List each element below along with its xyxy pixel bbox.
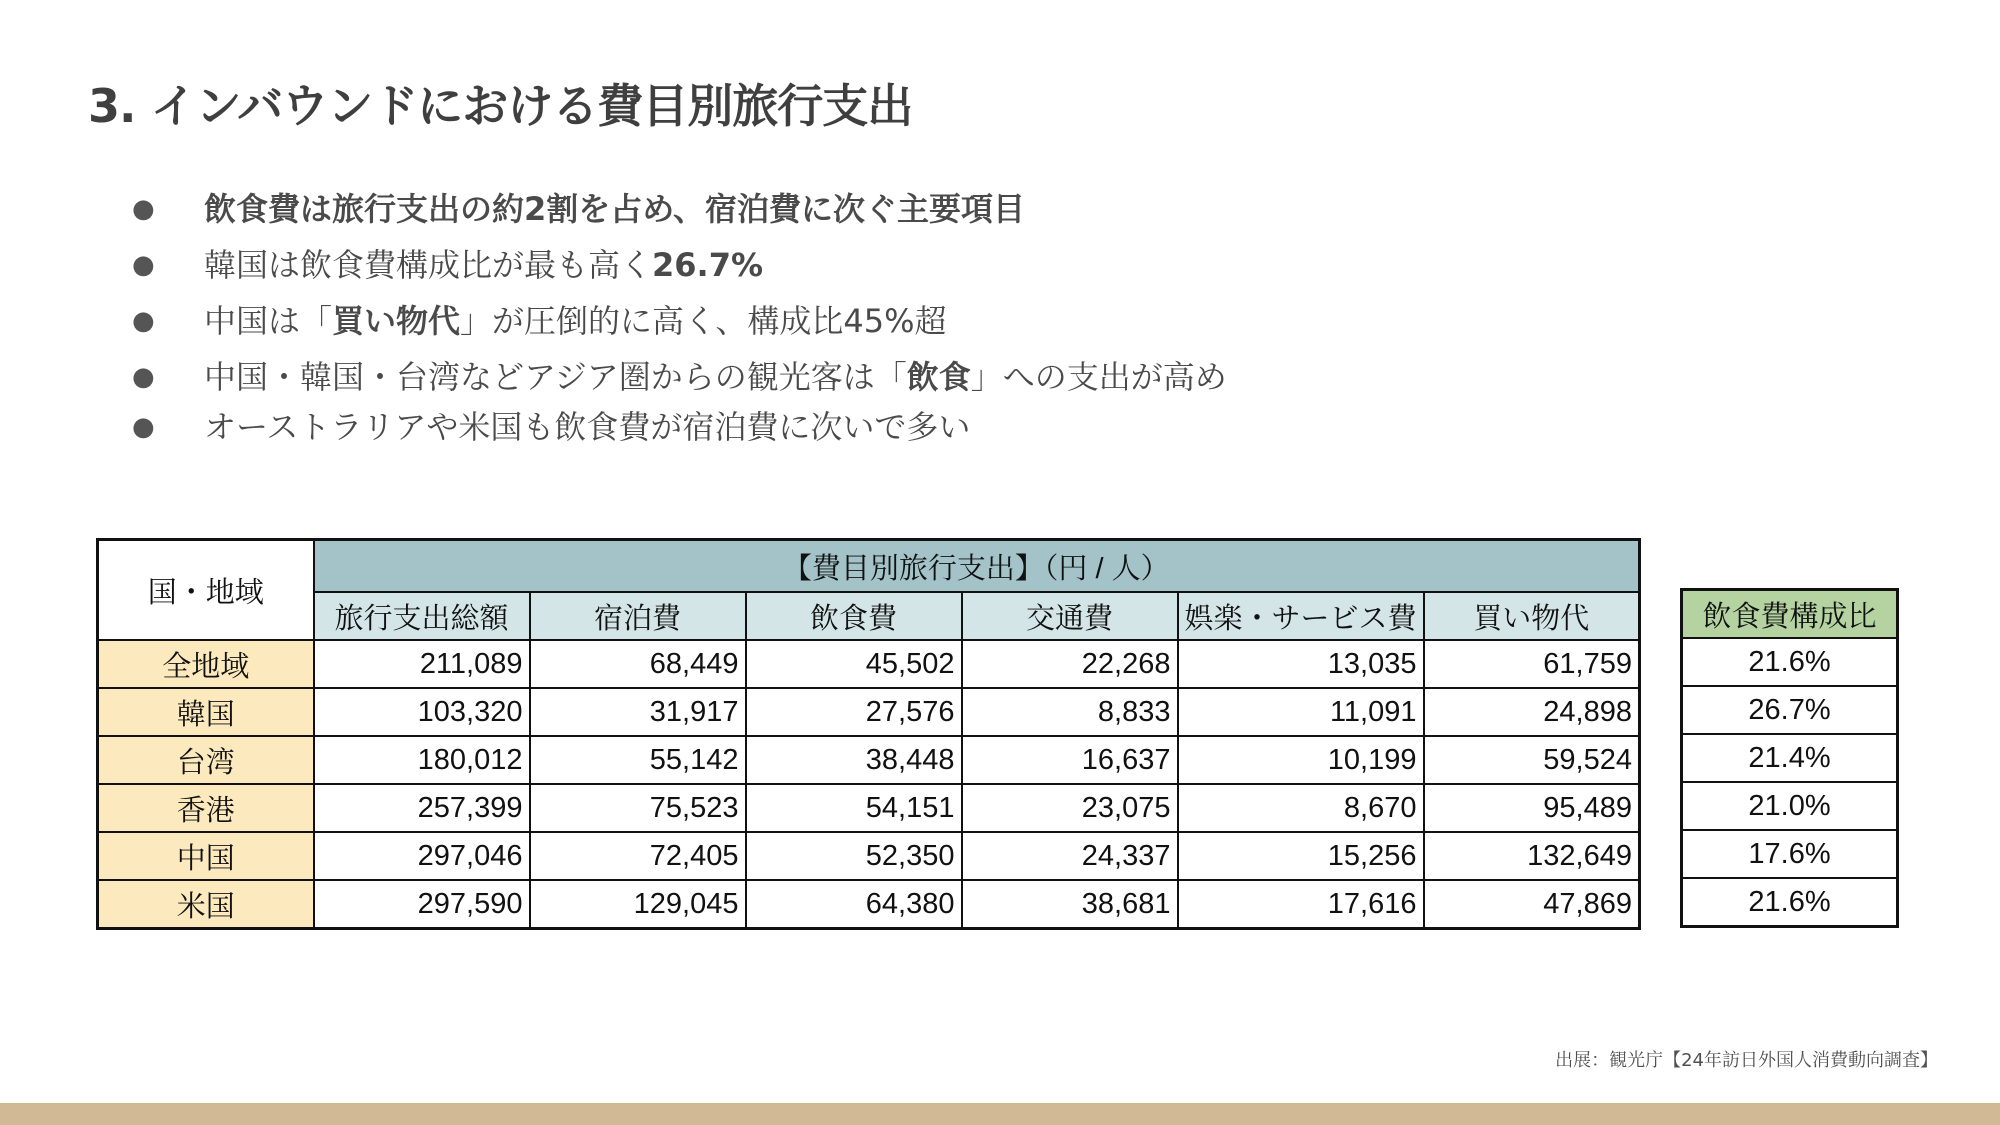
table-row [1682, 878, 1898, 927]
bullet-item [130, 357, 1227, 397]
bullet-dot-icon: ● [132, 362, 155, 392]
value-cell: 103,320 [314, 688, 530, 736]
bullet-list [130, 185, 1227, 447]
value-cell: 24,337 [962, 832, 1178, 880]
value-cell: 180,012 [314, 736, 530, 784]
bullet-item [130, 245, 1227, 285]
value-cell: 129,045 [530, 880, 746, 929]
bullet-text: 飲食費は旅行支出の約2割を占め、宿泊費に次ぐ主要項目 [204, 190, 1025, 228]
table-row [1682, 782, 1898, 830]
bullet-text: 」への支出が高め [970, 358, 1227, 396]
region-cell: 韓国 [98, 688, 314, 736]
value-cell: 64,380 [746, 880, 962, 929]
page-title: 3. インバウンドにおける費目別旅行支出 [88, 79, 913, 133]
table-row [98, 784, 1640, 832]
region-cell: 全地域 [98, 640, 314, 688]
value-cell: 24,898 [1424, 688, 1640, 736]
region-cell: 中国 [98, 832, 314, 880]
value-cell: 132,649 [1424, 832, 1640, 880]
value-cell: 68,449 [530, 640, 746, 688]
table-row [1682, 638, 1898, 686]
value-cell: 31,917 [530, 688, 746, 736]
value-cell: 52,350 [746, 832, 962, 880]
bullet-text: 」が圧倒的に高く、構成比45%超 [460, 302, 947, 340]
value-cell: 59,524 [1424, 736, 1640, 784]
column-header: 旅行支出総額 [314, 592, 530, 640]
column-header: 交通費 [962, 592, 1178, 640]
source-note: 出展：観光庁【24年訪日外国人消費動向調査】 [1555, 1050, 1938, 1071]
food-ratio-table [1680, 588, 1899, 928]
bullet-text: 中国・韓国・台湾などアジア圏からの観光客は「 [204, 358, 907, 396]
value-cell: 297,590 [314, 880, 530, 929]
ratio-cell: 21.0% [1682, 782, 1898, 830]
table-row [98, 880, 1640, 929]
value-cell: 11,091 [1178, 688, 1424, 736]
ratio-cell: 21.4% [1682, 734, 1898, 782]
bullet-dot-icon: ● [132, 250, 155, 280]
value-cell: 8,670 [1178, 784, 1424, 832]
bullet-dot-icon: ● [132, 194, 155, 224]
value-cell: 75,523 [530, 784, 746, 832]
region-cell: 米国 [98, 880, 314, 929]
value-cell: 8,833 [962, 688, 1178, 736]
region-cell: 台湾 [98, 736, 314, 784]
column-header: 買い物代 [1424, 592, 1640, 640]
value-cell: 22,268 [962, 640, 1178, 688]
bullet-text: 中国は「 [204, 302, 333, 340]
value-cell: 95,489 [1424, 784, 1640, 832]
table-row [1682, 686, 1898, 734]
ratio-header: 飲食費構成比 [1682, 590, 1898, 639]
ratio-cell: 21.6% [1682, 878, 1898, 927]
table-row [98, 640, 1640, 688]
region-header: 国・地域 [98, 540, 314, 641]
table-row [1682, 830, 1898, 878]
value-cell: 15,256 [1178, 832, 1424, 880]
table-row [98, 832, 1640, 880]
bullet-dot-icon: ● [132, 306, 155, 336]
value-cell: 54,151 [746, 784, 962, 832]
bullet-text-bold: 買い物代 [332, 302, 461, 340]
table-row [98, 688, 1640, 736]
value-cell: 38,448 [746, 736, 962, 784]
bullet-text: オーストラリアや米国も飲食費が宿泊費に次いで多い [204, 408, 971, 446]
value-cell: 38,681 [962, 880, 1178, 929]
value-cell: 45,502 [746, 640, 962, 688]
region-cell: 香港 [98, 784, 314, 832]
bullet-dot-icon: ● [132, 412, 155, 442]
group-header: 【費目別旅行支出】（円 / 人） [314, 540, 1640, 593]
column-header: 娯楽・サービス費 [1178, 592, 1424, 640]
ratio-cell: 26.7% [1682, 686, 1898, 734]
ratio-cell: 17.6% [1682, 830, 1898, 878]
column-header: 飲食費 [746, 592, 962, 640]
value-cell: 47,869 [1424, 880, 1640, 929]
bullet-text-bold: 飲食 [906, 358, 971, 396]
bullet-item [130, 189, 1227, 229]
bullet-item [130, 301, 1227, 341]
value-cell: 297,046 [314, 832, 530, 880]
bullet-item [130, 407, 1227, 447]
value-cell: 72,405 [530, 832, 746, 880]
value-cell: 55,142 [530, 736, 746, 784]
value-cell: 257,399 [314, 784, 530, 832]
value-cell: 27,576 [746, 688, 962, 736]
ratio-cell: 21.6% [1682, 638, 1898, 686]
bullet-text: 韓国は飲食費構成比が最も高く [204, 246, 653, 284]
column-header: 宿泊費 [530, 592, 746, 640]
value-cell: 16,637 [962, 736, 1178, 784]
value-cell: 61,759 [1424, 640, 1640, 688]
expense-table [96, 538, 1641, 930]
value-cell: 13,035 [1178, 640, 1424, 688]
table-row [1682, 734, 1898, 782]
value-cell: 17,616 [1178, 880, 1424, 929]
table-row [98, 736, 1640, 784]
value-cell: 23,075 [962, 784, 1178, 832]
footer-bar [0, 1103, 2000, 1125]
value-cell: 211,089 [314, 640, 530, 688]
bullet-text-bold: 26.7% [652, 246, 764, 284]
value-cell: 10,199 [1178, 736, 1424, 784]
